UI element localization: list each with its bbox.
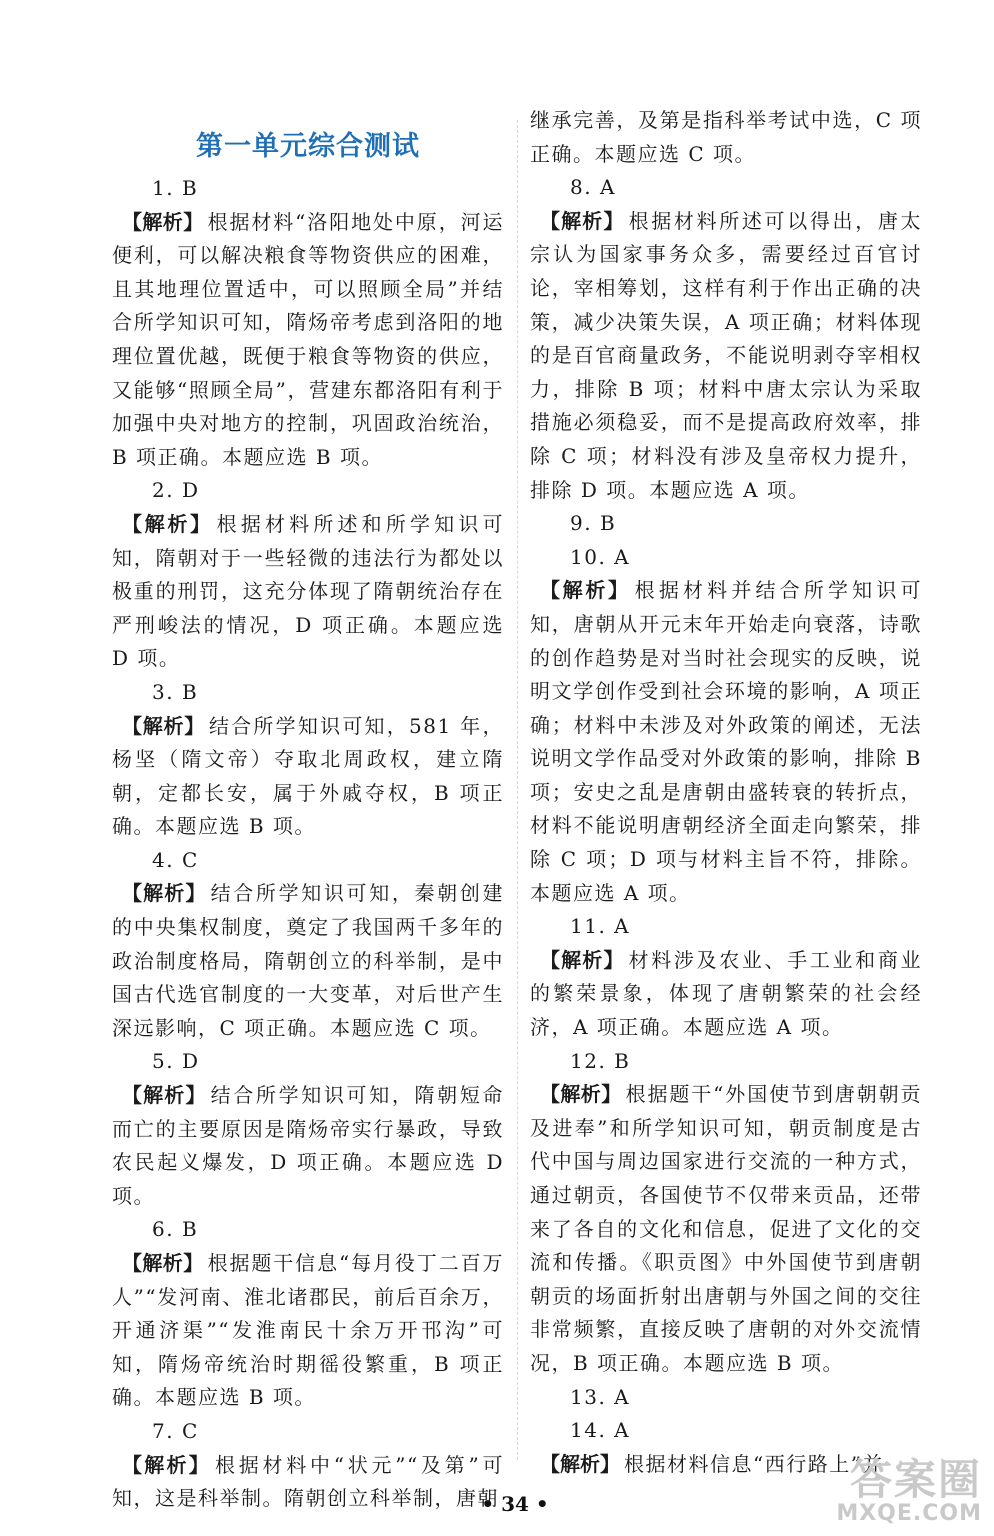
answer-line: 5. D bbox=[152, 1049, 200, 1074]
explanation-tag: 【解析】 bbox=[122, 1251, 204, 1275]
watermark-text: 答案圈 bbox=[849, 1455, 982, 1504]
answer-line: 12. B bbox=[570, 1048, 631, 1073]
explanation-tag: 【解析】 bbox=[122, 713, 205, 738]
explanation-text: 材料涉及农业、手工业和商业的繁荣景象，体现了唐朝繁荣的社会经济，A 项正确。本题应选 A 项。 bbox=[530, 947, 922, 1040]
explanation-tag: 【解析】 bbox=[540, 208, 625, 233]
answer-line: 7. C bbox=[152, 1418, 199, 1443]
explanation-text: 结合所学知识可知，581 年，杨坚（隋文帝）夺取北周政权，建立隋朝，定都长安，属于外戚夺权，B 项正确。本题应选 B 项。 bbox=[112, 713, 505, 839]
explanation-tag: 【解析】 bbox=[122, 881, 207, 906]
watermark-url: MXQE.COM bbox=[836, 1501, 982, 1526]
right-column-content bbox=[530, 104, 922, 1481]
explanation-paragraph bbox=[530, 574, 922, 910]
explanation-text: 根据材料信息“西行路上”并 bbox=[624, 1451, 884, 1476]
explanation-paragraph bbox=[112, 206, 504, 475]
answer-line: 9. B bbox=[570, 511, 617, 536]
explanation-text: 根据材料“洛阳地处中原，河运便利，可以解决粮食等物资供应的困难，且其地理位置适中，可以照顾全局”并结合所学知识可知，隋炀帝考虑到洛阳的地理位置优越，既便于粮食等物资的供应，又能够“照顾全局”，营建东都洛阳有利于加强中央对地方的控制，巩固政治统治，B 项正确。本题应选 B 项。 bbox=[112, 209, 504, 469]
explanation-paragraph bbox=[112, 1449, 504, 1516]
answer-line: 2. D bbox=[152, 478, 200, 503]
explanation-paragraph bbox=[530, 1078, 922, 1380]
explanation-text: 根据题干信息“每月役丁二百万人”“发河南、淮北诸郡民，前后百余万，开通济渠”“发淮南民十余万开邗沟”可知，隋炀帝统治时期徭役繁重，B 项正确。本题应选 B 项。 bbox=[112, 1251, 504, 1410]
watermark-logo bbox=[806, 1455, 982, 1530]
left-column-content bbox=[112, 172, 504, 1516]
answer-line: 4. C bbox=[152, 847, 199, 872]
explanation-paragraph bbox=[112, 1247, 504, 1415]
explanation-tag: 【解析】 bbox=[540, 1082, 622, 1107]
explanation-paragraph bbox=[112, 877, 504, 1045]
explanation-text: 根据题干“外国使节到唐朝朝贡及进奉”和所学知识可知，朝贡制度是古代中国与周边国家进行交流的一种方式，通过朝贡，各国使节不仅带来贡品，还带来了各自的文化和信息，促进了文化的交流和传播。《职贡图》中外国使节到唐朝朝贡的场面折射出唐朝与外国之间的交往非常频繁，直接反映了唐朝的对外交流情况，B 项正确。本题应选 B 项。 bbox=[530, 1082, 922, 1375]
explanation-paragraph bbox=[530, 205, 922, 507]
answer-line: 10. A bbox=[570, 544, 631, 569]
explanation-text: 结合所学知识可知，隋朝短命而亡的主要原因是隋炀帝实行暴政，导致农民起义爆发，D 项正确。本题应选 D 项。 bbox=[112, 1083, 504, 1208]
explanation-text: 根据材料并结合所学知识可知，唐朝从开元末年开始走向衰落，诗歌的创作趋势是对当时社会现实的反映，说明文学创作受到社会环境的影响，A 项正确；材料中未涉及对外政策的阐述，无法说明文学作品受对外政策的影响，排除 B 项；安史之乱是唐朝由盛转衰的转折点，材料不能说明唐朝经济全面走向繁荣，排除 C 项；D 项与材料主旨不符，排除。本题应选 A 项。 bbox=[530, 578, 923, 905]
explanation-text: 根据材料中“状元”“及第”可知，这是科举制。隋朝创立科举制，唐朝 bbox=[112, 1452, 504, 1511]
answer-line: 11. A bbox=[570, 914, 631, 939]
explanation-tag: 【解析】 bbox=[122, 1452, 212, 1477]
answer-line: 8. A bbox=[570, 175, 616, 200]
explanation-text: 结合所学知识可知，秦朝创建的中央集权制度，奠定了我国两千多年的政治制度格局，隋朝创立的科举制，是中国古代选官制度的一大变革，对后世产生深远影响，C 项正确。本题应选 C 项。 bbox=[112, 881, 504, 1040]
explanation-tag: 【解析】 bbox=[122, 209, 204, 234]
explanation-paragraph bbox=[112, 710, 504, 844]
explanation-tag: 【解析】 bbox=[122, 1083, 207, 1108]
explanation-tag: 【解析】 bbox=[122, 511, 213, 536]
answer-line: 1. B bbox=[152, 176, 199, 200]
continued-text: 继承完善，及第是指科举考试中选，C 项正确。本题应选 C 项。 bbox=[530, 108, 922, 166]
answer-line: 13. A bbox=[570, 1384, 631, 1409]
explanation-paragraph bbox=[112, 508, 504, 676]
page-number: • 34 • bbox=[481, 1492, 549, 1516]
explanation-text: 根据材料所述可以得出，唐太宗认为国家事务众多，需要经过百官讨论，宰相筹划，这样有利于作出正确的决策，减少决策失误，A 项正确；材料体现的是百官商量政务，不能说明剥夺宰相权力，排除 B 项；材料中唐太宗认为采取措施必须稳妥，而不是提高政府效率，排除 C 项；材料没有涉及皇帝权力提升，排除 D 项。本题应选 A 项。 bbox=[530, 208, 922, 502]
page-title: 第一单元综合测试 bbox=[196, 131, 420, 162]
explanation-text: 根据材料所述和所学知识可知，隋朝对于一些轻微的违法行为都处以极重的刑罚，这充分体现了隋朝统治存在严刑峻法的情况，D 项正确。本题应选 D 项。 bbox=[112, 511, 505, 671]
answer-line: 6. B bbox=[152, 1217, 199, 1242]
explanation-tag: 【解析】 bbox=[540, 1451, 620, 1476]
column-divider bbox=[517, 120, 518, 1460]
answer-line: 3. B bbox=[152, 679, 199, 704]
answer-line: 14. A bbox=[570, 1418, 631, 1443]
explanation-tag: 【解析】 bbox=[540, 947, 625, 972]
explanation-tag: 【解析】 bbox=[540, 578, 631, 603]
explanation-paragraph bbox=[530, 944, 922, 1045]
explanation-paragraph bbox=[112, 1079, 504, 1213]
